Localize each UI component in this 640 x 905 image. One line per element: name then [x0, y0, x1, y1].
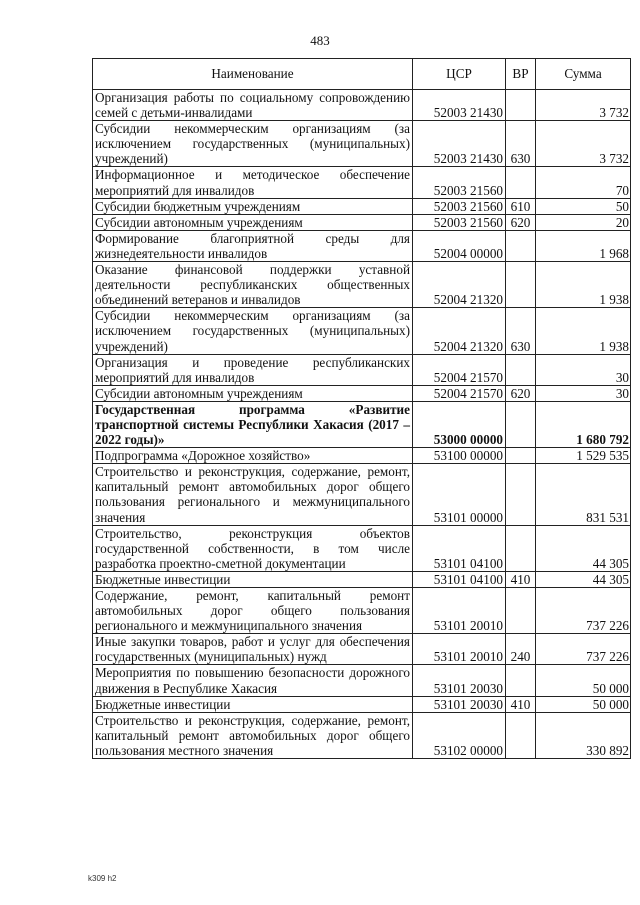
- row-vr: [506, 401, 536, 447]
- row-name: Строительство, реконструкция объектов государственной собственности, в том числе разработка проектно-сметной документации: [93, 525, 413, 571]
- row-sum: 1 938: [536, 262, 631, 308]
- header-sum: Сумма: [536, 59, 631, 90]
- row-sum: 50 000: [536, 665, 631, 696]
- row-csr: 53101 20030: [413, 665, 506, 696]
- row-vr: [506, 525, 536, 571]
- row-vr: [506, 665, 536, 696]
- header-name: Наименование: [93, 59, 413, 90]
- table-row: [93, 665, 631, 696]
- row-vr: 630: [506, 308, 536, 354]
- row-vr: 410: [506, 571, 536, 587]
- header-vr: ВР: [506, 59, 536, 90]
- table-row: [93, 121, 631, 167]
- table-row: [93, 634, 631, 665]
- row-name: Мероприятия по повышению безопасности дорожного движения в Республике Хакасия: [93, 665, 413, 696]
- row-vr: [506, 588, 536, 634]
- row-sum: 737 226: [536, 634, 631, 665]
- row-csr: 52003 21430: [413, 90, 506, 121]
- row-csr: 52004 21320: [413, 308, 506, 354]
- row-csr: 52004 00000: [413, 230, 506, 261]
- header-row: [93, 59, 631, 90]
- row-name: Строительство и реконструкция, содержание, ремонт, капитальный ремонт автомобильных дорог общего пользования регионального и межмуниципального значения: [93, 464, 413, 525]
- row-vr: [506, 448, 536, 464]
- row-sum: 44 305: [536, 525, 631, 571]
- table-row: [93, 588, 631, 634]
- table-row: [93, 230, 631, 261]
- table-row: [93, 167, 631, 198]
- table-row: [93, 385, 631, 401]
- row-csr: 53100 00000: [413, 448, 506, 464]
- table-row: [93, 214, 631, 230]
- row-sum: 1 968: [536, 230, 631, 261]
- row-name: Бюджетные инвестиции: [93, 696, 413, 712]
- row-name: Организация и проведение республиканских мероприятий для инвалидов: [93, 354, 413, 385]
- table-row: [93, 90, 631, 121]
- table-row: [93, 525, 631, 571]
- row-vr: 410: [506, 696, 536, 712]
- table-row: [93, 448, 631, 464]
- row-sum: 44 305: [536, 571, 631, 587]
- table-header: [93, 59, 631, 90]
- row-name: Субсидии бюджетным учреждениям: [93, 198, 413, 214]
- row-name: Бюджетные инвестиции: [93, 571, 413, 587]
- row-name: Иные закупки товаров, работ и услуг для обеспечения государственных (муниципальных) нужд: [93, 634, 413, 665]
- row-vr: [506, 90, 536, 121]
- row-sum: 1 938: [536, 308, 631, 354]
- row-csr: 52003 21560: [413, 198, 506, 214]
- row-name: Оказание финансовой поддержки уставной деятельности республиканских общественных объединений ветеранов и инвалидов: [93, 262, 413, 308]
- row-name: Субсидии некоммерческим организациям (за исключением государственных (муниципальных) учреждений): [93, 121, 413, 167]
- row-csr: 53101 04100: [413, 525, 506, 571]
- budget-table: [92, 58, 631, 759]
- page-number: 483: [310, 33, 330, 48]
- row-csr: 53102 00000: [413, 712, 506, 758]
- row-csr: 53101 04100: [413, 571, 506, 587]
- table-row: [93, 308, 631, 354]
- row-vr: [506, 262, 536, 308]
- row-vr: 620: [506, 385, 536, 401]
- row-sum: 1 529 535: [536, 448, 631, 464]
- row-name: Субсидии некоммерческим организациям (за исключением государственных (муниципальных) учреждений): [93, 308, 413, 354]
- row-vr: 620: [506, 214, 536, 230]
- row-sum: 831 531: [536, 464, 631, 525]
- row-vr: [506, 354, 536, 385]
- row-sum: 3 732: [536, 121, 631, 167]
- table-row: [93, 696, 631, 712]
- row-sum: 20: [536, 214, 631, 230]
- footer-code: k309 h2: [88, 874, 117, 883]
- row-name: Субсидии автономным учреждениям: [93, 214, 413, 230]
- row-vr: [506, 712, 536, 758]
- row-name: Организация работы по социальному сопровождению семей с детьми-инвалидами: [93, 90, 413, 121]
- row-name: Государственная программа «Развитие транспортной системы Республики Хакасия (2017 – 2022 годы)»: [93, 401, 413, 447]
- row-csr: 52004 21570: [413, 354, 506, 385]
- row-sum: 70: [536, 167, 631, 198]
- row-csr: 52004 21570: [413, 385, 506, 401]
- row-sum: 330 892: [536, 712, 631, 758]
- row-vr: [506, 167, 536, 198]
- table-row: [93, 712, 631, 758]
- table-row: [93, 464, 631, 525]
- row-sum: 50 000: [536, 696, 631, 712]
- row-csr: 53101 20030: [413, 696, 506, 712]
- row-sum: 737 226: [536, 588, 631, 634]
- row-sum: 3 732: [536, 90, 631, 121]
- row-vr: 630: [506, 121, 536, 167]
- row-name: Подпрограмма «Дорожное хозяйство»: [93, 448, 413, 464]
- table-row: [93, 262, 631, 308]
- row-sum: 30: [536, 354, 631, 385]
- row-vr: 240: [506, 634, 536, 665]
- row-csr: 52003 21430: [413, 121, 506, 167]
- row-csr: 52004 21320: [413, 262, 506, 308]
- table-row: [93, 354, 631, 385]
- row-csr: 53101 00000: [413, 464, 506, 525]
- row-name: Субсидии автономным учреждениям: [93, 385, 413, 401]
- row-csr: 53101 20010: [413, 588, 506, 634]
- header-csr: ЦСР: [413, 59, 506, 90]
- table-row: [93, 198, 631, 214]
- row-sum: 1 680 792: [536, 401, 631, 447]
- row-vr: [506, 230, 536, 261]
- row-csr: 53000 00000: [413, 401, 506, 447]
- row-name: Строительство и реконструкция, содержание, ремонт, капитальный ремонт автомобильных дорог общего пользования местного значения: [93, 712, 413, 758]
- table-row: [93, 401, 631, 447]
- row-sum: 30: [536, 385, 631, 401]
- row-vr: [506, 464, 536, 525]
- table-row: [93, 571, 631, 587]
- row-csr: 52003 21560: [413, 214, 506, 230]
- row-name: Содержание, ремонт, капитальный ремонт автомобильных дорог общего пользования регионального и межмуниципального значения: [93, 588, 413, 634]
- row-csr: 53101 20010: [413, 634, 506, 665]
- table-body: [93, 90, 631, 759]
- row-name: Формирование благоприятной среды для жизнедеятельности инвалидов: [93, 230, 413, 261]
- row-csr: 52003 21560: [413, 167, 506, 198]
- row-vr: 610: [506, 198, 536, 214]
- row-name: Информационное и методическое обеспечение мероприятий для инвалидов: [93, 167, 413, 198]
- row-sum: 50: [536, 198, 631, 214]
